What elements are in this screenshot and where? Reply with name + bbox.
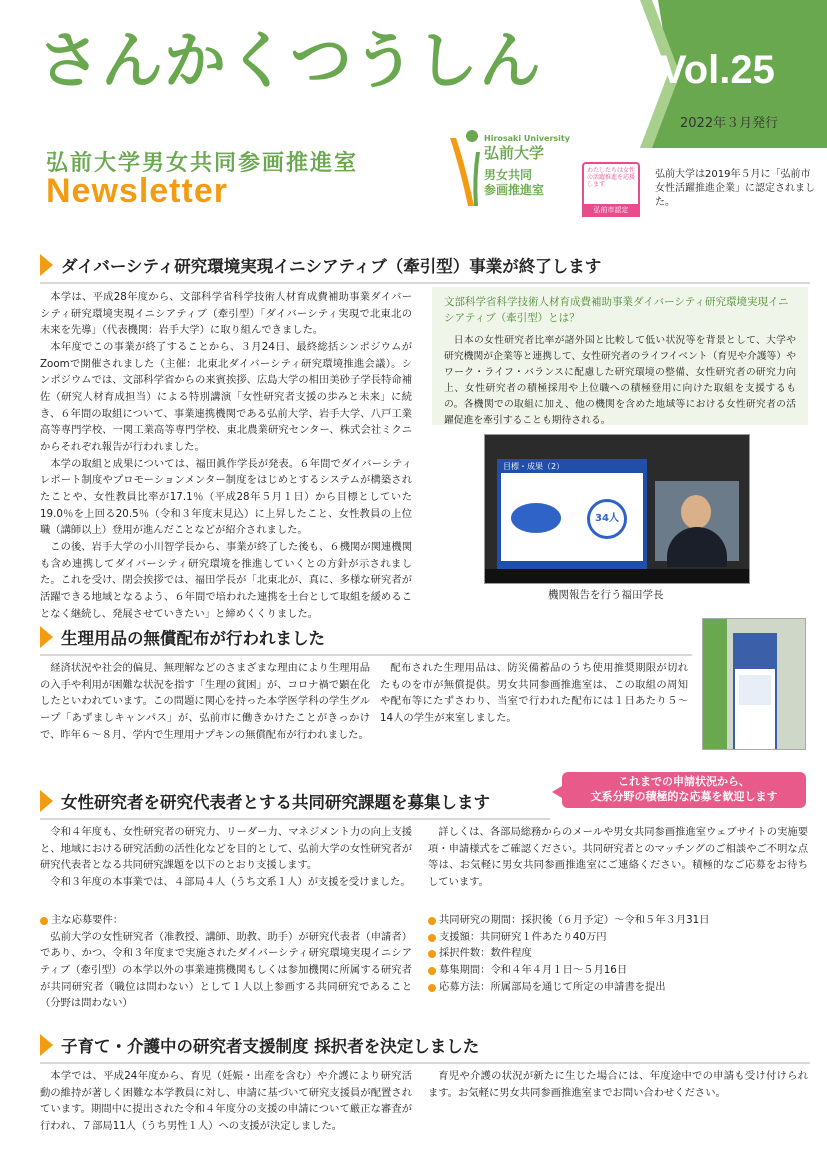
newsletter-label: Newsletter — [46, 172, 228, 210]
section3-body-left — [40, 824, 412, 891]
list-item: 共同研究の期間：採択後（６月予定）～令和５年３月31日 — [428, 912, 808, 929]
s3-paragraph-2: 令和３年度の本事業では、４部局４人（うち文系１人）が支援を受けました。 — [50, 876, 411, 889]
callout-line1: これまでの申請状況から、 — [618, 775, 750, 788]
zoom-screenshot-photo — [484, 434, 750, 584]
poster-stand — [733, 633, 777, 750]
webcam-view — [655, 481, 739, 561]
section-marker-icon — [40, 626, 53, 648]
bullet-icon — [428, 950, 436, 958]
s1-paragraph-3: 本学の取組と成果については、福田眞作学長が発表。６年間でダイバーシティレポート制度やプロモーションメンター制度をはじめとするシステムが構築されたことや、女性教員比率が17.1％（平成28年５月１日）から目標としていた19.0％を上回る20.5％（令和３年度末見込）に上昇したこと、女性教員の上位職（講師以上）登用が進んだことなどが紹介されました。 — [40, 457, 412, 537]
bullet-icon — [428, 984, 436, 992]
cert-label: 弘前市認定 — [582, 204, 640, 217]
presentation-slide — [497, 459, 647, 569]
section-divider — [40, 654, 692, 656]
section3-heading — [40, 786, 490, 816]
cert-text: 弘前大学は2019年５月に「弘前市女性活躍推進企業」に認定されました。 — [655, 169, 815, 208]
bullet-icon — [428, 917, 436, 925]
section1-body — [40, 289, 412, 622]
section4-title: 子育て・介護中の研究者支援制度 採択者を決定しました — [61, 1037, 480, 1056]
volume-number: Vol.25 — [660, 48, 775, 92]
s1-paragraph-4: この後、岩手大学の小川智学長から、事業が終了した後も、６機関が関連機関も含め連携してダイバーシティ研究環境を推進していくとの方針が示されました。これを受け、閉会挨拶では、福田学長が「北東北が、真に、多様な研究者が活躍できる地域となるよう、６年間で培われた連携を土台として取組を緩めることなく継続し、発展させていきたい」と締めくくりました。 — [40, 541, 412, 620]
logo-office — [484, 168, 544, 198]
s1-paragraph-1: 本学は、平成28年度から、文部科学省科学技術人材育成費補助事業ダイバーシティ研究環境実現イニシアティブ（牽引型）「ダイバーシティ実現で北東北の未来を先導」（代表機関：岩手大学）に取り組んできました。 — [40, 291, 412, 337]
bullet-icon — [40, 917, 48, 925]
logo-office-line1: 男女共同 — [484, 168, 533, 182]
section3-title: 女性研究者を研究代表者とする共同研究課題を募集します — [61, 793, 490, 812]
section4-heading — [40, 1030, 479, 1060]
bullet-icon — [428, 934, 436, 942]
zoom-toolbar — [485, 569, 749, 583]
requirements-block — [40, 912, 412, 1012]
section4-body-right — [428, 1068, 808, 1101]
s3-paragraph-1: 令和４年度も、女性研究者の研究力、リーダー力、マネジメント力の向上支援と、地域における研究活動の活性化などを目的として、弘前大学の女性研究者が研究代表者となる共同研究課題を以下のとおり支援します。 — [40, 826, 412, 872]
issue-date: 2022年３月発行 — [680, 116, 779, 131]
distribution-photo — [702, 618, 806, 750]
s1-paragraph-2: 本年度でこの事業が終了することから、３月24日、最終総括シンポジウムがZoomで開催されました（主催：北東北ダイバーシティ研究環境推進会議）。シンポジウムでは、文部科学省からの来賓挨拶、広島大学の相田美砂子学長特命補佐（研究人材育成担当）による特別講演「女性研究者支援の歩みと未来」に続き、６年間の取組について、事業連携機関である弘前大学、岩手大学、八戸工業高等専門学校、一関工業高等専門学校、東北農業研究センター、株式会社ミクニからそれぞれ報告が行われました。 — [40, 341, 412, 454]
photo-caption: 機関報告を行う福田学長 — [548, 589, 664, 601]
section2-heading — [40, 622, 325, 652]
list-item: 支援額：共同研究１件あたり40万円 — [428, 929, 808, 946]
terms-list — [428, 912, 808, 995]
slide-number: 34人 — [587, 499, 627, 539]
info-box — [432, 287, 808, 425]
s2-paragraph-1: 経済状況や社会的偏見、無理解などのさまざまな理由により生理用品の入手や利用が困難な状況を指す「生理の貧困」が、コロナ禍で顕在化したといわれています。この問題に関心を持った本学医学科の学生グループ「あずましキャンパス」が、弘前市に働きかけたことがきっかけで、昨年６～８月、学内で生理用ナプキンの無償配布が行われました。 — [40, 662, 370, 741]
s4-paragraph-2: 育児や介護の状況が新たに生じた場合には、年度途中での申請も受け付けられます。お気軽に男女共同参画推進室までお問い合わせください。 — [428, 1070, 808, 1099]
office-logo-icon — [446, 128, 480, 208]
section4-body-left — [40, 1068, 412, 1135]
section-marker-icon — [40, 254, 53, 276]
section1-heading — [40, 250, 601, 280]
newsletter-title: さんかくつうしん — [38, 24, 543, 97]
section-divider — [40, 1062, 810, 1064]
requirements-body: 弘前大学の女性研究者（准教授、講師、助教、助手）が研究代表者（申請者）であり、かつ、令和３年度まで実施されたダイバーシティ研究環境実現イニシアティブ（牽引型）の本学以外の事業連携機関もしくは参加機関に所属する研究者が共同研究者（職位は問わない）として１人以上参画する共同研究であること（分野は問わない） — [40, 930, 412, 1010]
section1-title: ダイバーシティ研究環境実現イニシアティブ（牽引型）事業が終了します — [61, 257, 602, 276]
section2-body-left — [40, 660, 370, 743]
logo-office-line2: 参画推進室 — [484, 183, 545, 197]
pink-callout — [562, 772, 806, 808]
info-box-title: 文部科学省科学技術人材育成費補助事業ダイバーシティ研究環境実現イニシアティブ（牽引型）とは？ — [444, 296, 789, 324]
section2-body-right — [380, 660, 688, 727]
callout-line2: 文系分野の積極的な応募を歓迎します — [590, 789, 778, 803]
list-item: 採択件数：数件程度 — [428, 945, 808, 962]
section3-body-right — [428, 824, 808, 891]
s3-paragraph-3: 詳しくは、各部局総務からのメールや男女共同参画推進室ウェブサイトの実施要項・申請様式をご確認ください。共同研究者とのマッチングのご相談やご不明な点等は、お気軽に男女共同参画推進室にご連絡ください。積極的なご応募をお待ちしています。 — [428, 826, 808, 889]
org-name: 弘前大学男女共同参画推進室 — [46, 151, 359, 176]
s4-paragraph-1: 本学では、平成24年度から、育児（妊娠・出産を含む）や介護により研究活動の維持が著しく困難な本学教員に対し、申請に基づいて研究支援員が配置されています。期間中に提出された令和４年度分の支援の申請について厳正な審査が行われ、７部局11人（うち男性１人）への支援が決定しました。 — [40, 1070, 412, 1133]
list-item: 募集期間：令和４年４月１日～５月16日 — [428, 962, 808, 979]
bullet-icon — [428, 967, 436, 975]
logo-university: 弘前大学 — [484, 144, 545, 162]
cert-badge-text: わたしたちは女性の活躍推進を応援します — [587, 167, 636, 189]
section-divider — [40, 282, 810, 284]
section-marker-icon — [40, 790, 53, 812]
info-box-body: 日本の女性研究者比率が諸外国と比較して低い状況等を背景として、大学や研究機関が企業等と連携して、女性研究者のライフイベント（育児や介護等）やワーク・ライフ・バランスに配慮した研究環境の整備、女性研究者の研究力向上、女性研究者の積極採用や上位職への積極登用に向けた取組を支援するもの。各機関での取組に加え、他の機関を含めた地域等における女性研究者の活躍促進を牽引することも期待される。 — [444, 334, 796, 427]
list-item: 応募方法：所属部局を通じて所定の申請書を提出 — [428, 979, 808, 996]
s2-paragraph-2: 配布された生理用品は、防災備蓄品のうち使用推奨期限が切れたものを市が無償提供。男女共同参画推進室は、この取組の周知や配布等にたずさわり、当室で行われた配布には１日あたり５～14人の学生が来室しました。 — [380, 662, 688, 725]
logo-university-en: Hirosaki University — [484, 134, 570, 143]
section-divider — [40, 818, 550, 820]
requirements-label: 主な応募要件： — [51, 914, 124, 926]
section2-title: 生理用品の無償配布が行われました — [61, 629, 325, 648]
slide-title: 目標・成果（2） — [503, 462, 565, 471]
section-marker-icon — [40, 1034, 53, 1056]
